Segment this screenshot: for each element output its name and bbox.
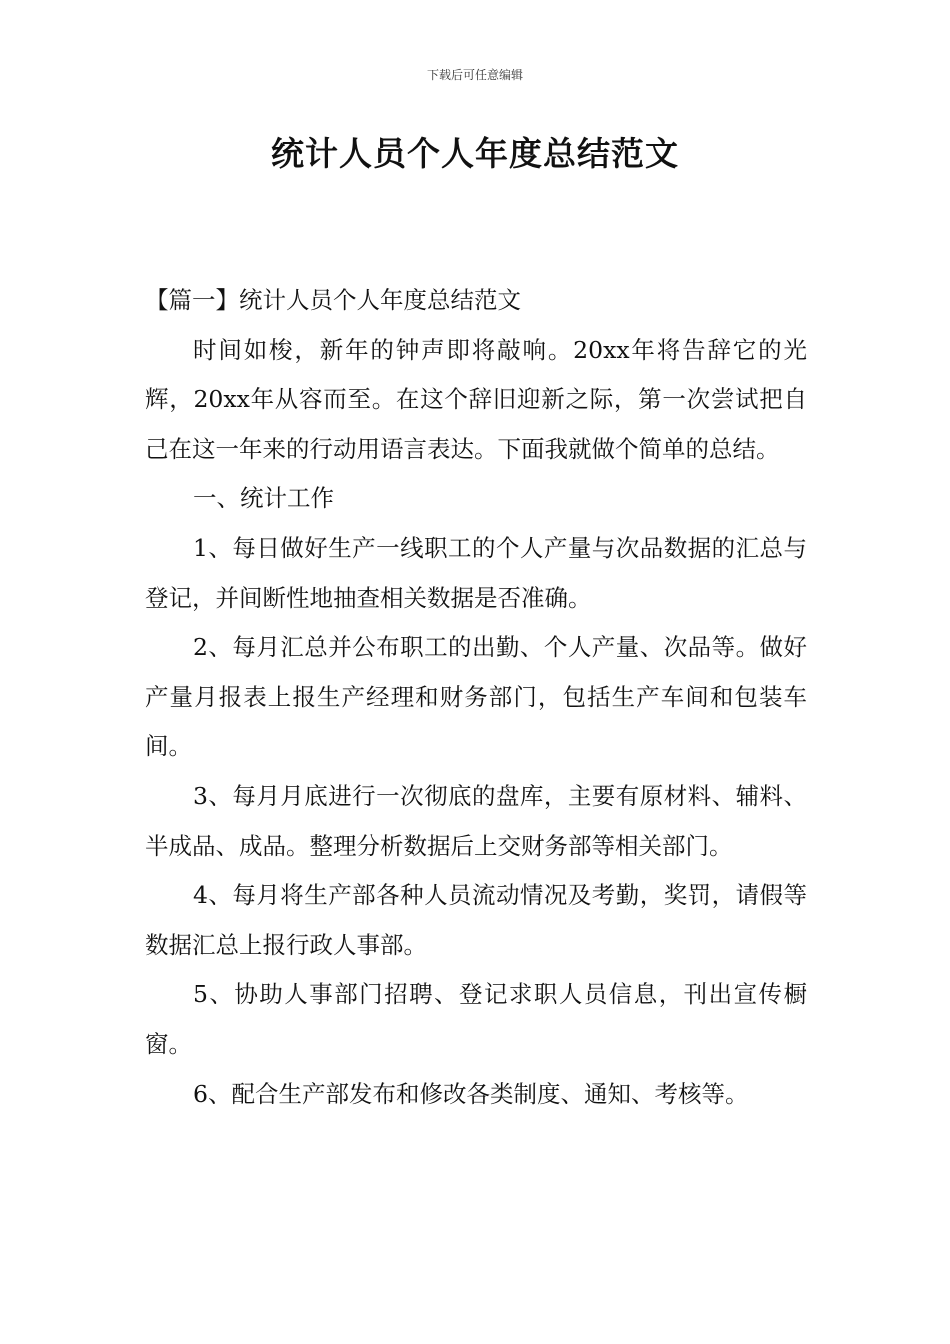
document-title: 统计人员个人年度总结范文 (271, 134, 679, 173)
list-item: 1、每日做好生产一线职工的个人产量与次品数据的汇总与登记，并间断性地抽查相关数据是否准确。 (145, 533, 807, 612)
list-item: 3、每月月底进行一次彻底的盘库，主要有原材料、辅料、半成品、成品。整理分析数据后上交财务部等相关部门。 (145, 781, 807, 860)
header-note: 下载后可任意编辑 (426, 68, 523, 82)
list-item: 2、每月汇总并公布职工的出勤、个人产量、次品等。做好产量月报表上报生产经理和财务部门，包括生产车间和包装车间。 (145, 633, 807, 761)
list-item: 4、每月将生产部各种人员流动情况及考勤，奖罚，请假等数据汇总上报行政人事部。 (145, 881, 807, 959)
paragraph-subheading: 一、统计工作 (193, 484, 334, 513)
list-item: 5、协助人事部门招聘、登记求职人员信息，刊出宣传橱窗。 (145, 980, 807, 1058)
section-heading: 【篇一】统计人员个人年度总结范文 (145, 286, 521, 314)
document-body (145, 276, 807, 1119)
list-item: 6、配合生产部发布和修改各类制度、通知、考核等。 (193, 1079, 749, 1108)
paragraph-intro: 时间如梭，新年的钟声即将敲响。20xx年将告辞它的光辉，20xx年从容而至。在这个辞旧迎新之际，第一次尝试把自己在这一年来的行动用语言表达。下面我就做个简单的总结。 (145, 335, 807, 463)
